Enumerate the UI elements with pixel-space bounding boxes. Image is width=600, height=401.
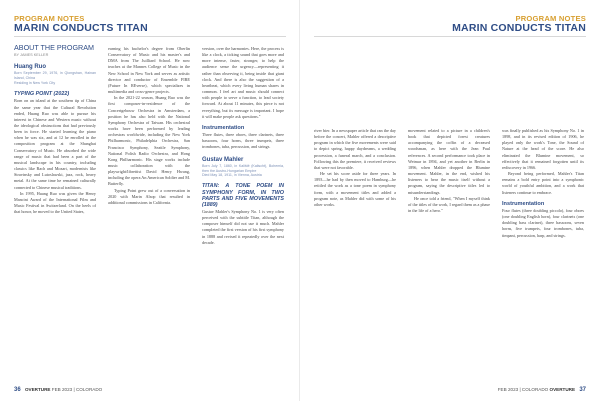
body-paragraph: Born on an island at the southern tip of China the same year that the Cultural Revolution ended, Huang Ruo was able to pursue his interest in Chinese and Western music without the ideological obstructions that had previously been in force. He started learning the piano when he was six, and at 12 he enrolled in the composition program at the Shanghai Conservatory of Music. He absorbed the wide range of music that had been a part of the musical landscape in his country, including classics like Bach and Mozart, modernists like Stravinsky and Lutoslawski, jazz, rock, heavy metal. At the same time he remained culturally connected to Chinese musical traditions.	[14, 98, 96, 190]
left-column-3	[202, 46, 284, 246]
body-paragraph: In 1995, Huang Ruo was given the Henry Mancini Award of the International Film and Music Festival in Switzerland. On the heels of that honor, he moved to the United States,	[14, 190, 96, 215]
body-paragraph: version, over the harmonies. Here, the process is like a clock, a ticking sound that goes more and more intense, faster, stronger, to help the audience sense the urgency—representing it rather than observing it, being inside that giant clock. And there is also the suggestion of a heartbeat, which every living human shares in common. I feel art and music should connect with people to serve a function, to lead society forward. At about 11 minutes, this piece is not everything, but its message is important. I hope it will make people ask questions."	[202, 46, 284, 119]
body-paragraph: was finally published as his Symphony No. 1 in 1898, and in its revised edition of 1906, he played only the work's Tone, the Sound of Nature at the head of the score. He also eliminated the Blumine movement, so effectively that it remained forgotten until its rediscovery in 1966.	[502, 128, 584, 170]
section-title: MARIN CONDUCTS TITAN	[452, 22, 586, 34]
left-column-1	[14, 44, 96, 215]
body-paragraph: Four flutes (three doubling piccolo), four oboes (one doubling English horn), four clarinets (one doubling bass clarinet), three bassoons, seven horns, five trumpets, four trombones, tuba, timpani, percussion, harp, and strings.	[502, 207, 584, 238]
section-label: PROGRAM NOTES	[515, 14, 586, 23]
right-column-2	[408, 128, 490, 214]
issue-date: FEB 2023 | COLORADO	[51, 387, 103, 392]
issue-date: FEB 2023 | COLORADO	[497, 387, 549, 392]
header-rule	[14, 36, 286, 37]
composer-died: Died May 18, 1911, in Vienna, Austria	[202, 173, 262, 178]
piece-title: TYPING POINT (2022)	[14, 91, 70, 98]
composer-name: Gustav Mahler	[202, 156, 244, 163]
body-paragraph: He once told a friend, "When I myself think of the titles of the work, I regard them as a phase in the life of a hero."	[408, 195, 490, 214]
body-paragraph: Three flutes, three oboes, three clarinets, three bassoons, four horns, three trumpets, three trombones, tuba, percussion, and strings.	[202, 132, 284, 150]
left-column-2	[108, 46, 190, 206]
section-title: MARIN CONDUCTS TITAN	[14, 22, 148, 34]
page-footer	[14, 387, 102, 393]
page-number: 36	[14, 387, 21, 393]
right-column-3	[502, 128, 584, 239]
piece-title: TITAN: A TONE POEM IN SYMPHONY FORM, IN TWO PARTS AND FIVE MOVEMENTS (1889)	[202, 183, 284, 208]
body-paragraph: Beyond being performed, Mahler's Titan remains a bold entry point into a symphonic world of youthful ambition, and a work that listeners continue to embrace.	[502, 171, 584, 195]
body-paragraph: river bier. In a newspaper article that ran the day before the concert, Mahler offered a descriptive program in which the five movements were said to depict spring, happy daydreams, a wedding procession, a funeral march, and a conclusion. Following this the premiere, it received reviews that were not favorable.	[314, 128, 396, 170]
instrumentation-heading: Instrumentation	[502, 200, 545, 207]
instrumentation-heading: Instrumentation	[202, 124, 245, 131]
page-footer	[498, 387, 586, 393]
about-heading: ABOUT THE PROGRAM	[14, 43, 95, 52]
composer-born: Born July 7, 1860, in Kaliště (Kalischt), Bohemia, then the Austro-Hungarian Empire	[202, 163, 284, 173]
page-number: 37	[579, 387, 586, 393]
body-paragraph: earning his bachelor's degree from Oberlin Conservatory of Music and his master's and DMA from The Juilliard School. He now teaches at the Mannes College of Music in the New School in New York and serves as artistic director and conductor of Ensemble FIRE (Future In REverse), which specializes in multimedia and cross-genre projects.	[108, 46, 190, 95]
composer-name: Huang Ruo	[14, 64, 46, 71]
byline: BY JAMES KELLER	[14, 53, 49, 58]
composer-residing: Residing in New York City	[14, 81, 56, 86]
header-rule	[314, 36, 586, 37]
section-label: PROGRAM NOTES	[14, 14, 85, 23]
body-paragraph: Gustav Mahler's Symphony No. 1 is very often perceived with the subtitle Titan, although the composer himself did not use it much. Mahler completed the first version of his first symphony in 1888 and revised it repeatedly over the next decade.	[202, 209, 284, 245]
body-paragraph: movement related to a picture in a children's book that depicted forest creatures accompanying the coffin of a deceased woodsman, as here with the Jean Paul references. A second performance took place in Weimar in 1894, and yet another in Berlin in 1896, when Mahler dropped the Blumine movement. Mahler, in the end, wished his listeners to hear the music itself without a program, saying the descriptive titles led to misunderstandings.	[408, 128, 490, 195]
magazine-name: OVERTURE	[24, 387, 51, 392]
composer-born: Born September 29, 1976, in Qiongshan, Hainan Island, China	[14, 71, 96, 81]
body-paragraph: He set his score aside for three years. In 1893—he had by then moved to Hamburg—he retitled the work as a tone poem in symphony form, with a movement titles and added a program note, as Mahler did with some of his other works.	[314, 171, 396, 207]
right-column-1	[314, 128, 396, 208]
body-paragraph: Typing Point grew out of a conversation in 2020 with Marin Alsop that resulted in additional commissions in California.	[108, 187, 190, 205]
magazine-name: OVERTURE	[549, 387, 576, 392]
right-page	[300, 0, 600, 401]
body-paragraph: In the 2021-22 season, Huang Ruo was the first composer-in-residence of the Concertgebouw Orchestra in Amsterdam, a position he has also held with the National Symphony Orchestra of Taiwan. His orchestral works have been performed by leading orchestras worldwide, including the New York Philharmonic, Philadelphia Orchestra, San Francisco Symphony, Seattle Symphony, National Polish Radio Orchestra, and Hong Kong Philharmonic. His stage works include music collaboration with the playwright/librettist David Henry Hwang, including the opera An American Soldier and M. Butterfly.	[108, 95, 190, 187]
